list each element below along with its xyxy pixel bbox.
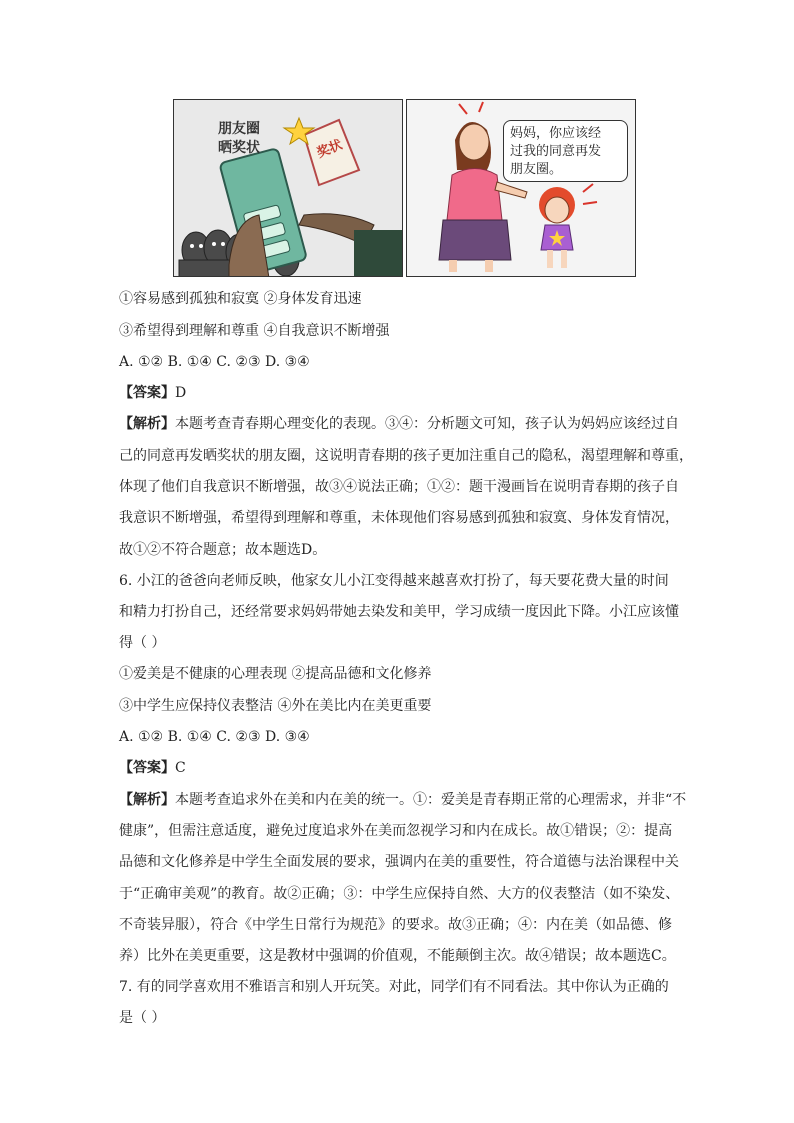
q6-analysis-line2: 健康”，但需注意适度，避免过度追求外在美而忽视学习和内在成长。故①错误；②：提高 [119,823,673,839]
speech-bubble-text [510,125,601,179]
q5-analysis-line1 [119,414,679,434]
comic-left-caption [218,120,260,158]
q6-answer [119,758,186,778]
q7-stem-line2: 是（ ） [119,1010,166,1026]
comic-left-caption-line2: 晒奖状 [218,140,260,156]
comic-panel-right [406,99,636,277]
q5-analysis-line3: 体现了他们自我意识不断增强，故③④说法正确；①②：题干漫画旨在说明青春期的孩子自 [119,479,679,495]
q5-analysis-line4: 我意识不断增强，希望得到理解和尊重，未体现他们容易感到孤独和寂寞、身体发育情况， [119,510,679,526]
q6-analysis-text1: 本题考查追求外在美和内在美的统一。①：爱美是青春期正常的心理需求，并非“不 [175,792,687,808]
comic-left-caption-line1: 朋友圈 [218,121,260,137]
q6-answer-tag: 【答案】 [119,760,175,776]
q5-analysis-line2: 己的同意再发晒奖状的朋友圈，这说明青春期的孩子更加注重自己的隐私，渴望理解和尊重， [119,448,693,464]
q5-options-line1: ①容易感到孤独和寂寞 ②身体发育迅速 [119,291,362,307]
q5-analysis-line5: 故①②不符合题意；故本题选D。 [119,542,327,558]
q6-analysis-line5: 不奇装异服），符合《中学生日常行为规范》的要求。故③正确；④：内在美（如品德、修 [119,917,672,933]
q6-choices: A. ①② B. ①④ C. ②③ D. ③④ [119,729,310,745]
q5-analysis-text1: 本题考查青春期心理变化的表现。③④：分析题文可知，孩子认为妈妈应该经过自 [175,416,679,432]
q5-answer-value: D [175,385,187,401]
q5-answer-tag: 【答案】 [119,385,175,401]
q5-answer [119,383,186,403]
award-label: 奖状 [314,137,345,162]
q6-analysis-line4: 于“正确审美观”的教育。故②正确；③：中学生应保持自然、大方的仪表整洁（如不染发、 [119,886,680,902]
q5-analysis-tag: 【解析】 [119,416,175,432]
bubble-line3: 朋友圈。 [510,162,563,177]
bubble-line1: 妈妈，你应该经 [510,126,602,141]
bubble-line2: 过我的同意再发 [510,144,602,159]
q6-analysis-line6: 养）比外在美更重要，这是教材中强调的价值观，不能颠倒主次。故④错误；故本题选C。 [119,948,676,964]
q6-analysis-tag: 【解析】 [119,792,175,808]
q6-stem-line3: 得（ ） [119,635,166,651]
comic-panel-left [173,99,403,277]
q6-answer-value: C [175,760,186,776]
q6-stem-line2: 和精力打扮自己，还经常要求妈妈带她去染发和美甲，学习成绩一度因此下降。小江应该懂 [119,604,679,620]
q6-stem-line1: 6. 小江的爸爸向老师反映，他家女儿小江变得越来越喜欢打扮了，每天要花费大量的时间 [119,573,669,589]
q6-options-line2: ③中学生应保持仪表整洁 ④外在美比内在美更重要 [119,698,432,714]
q5-options-line2: ③希望得到理解和尊重 ④自我意识不断增强 [119,323,390,339]
q6-analysis-line1 [119,790,686,810]
q6-analysis-line3: 品德和文化修养是中学生全面发展的要求，强调内在美的重要性，符合道德与法治课程中关 [119,854,679,870]
comic-left-illustration [174,100,403,277]
q7-stem-line1: 7. 有的同学喜欢用不雅语言和别人开玩笑。对此，同学们有不同看法。其中你认为正确的 [119,979,669,995]
q6-options-line1: ①爱美是不健康的心理表现 ②提高品德和文化修养 [119,666,432,682]
q5-choices: A. ①② B. ①④ C. ②③ D. ③④ [119,354,310,370]
